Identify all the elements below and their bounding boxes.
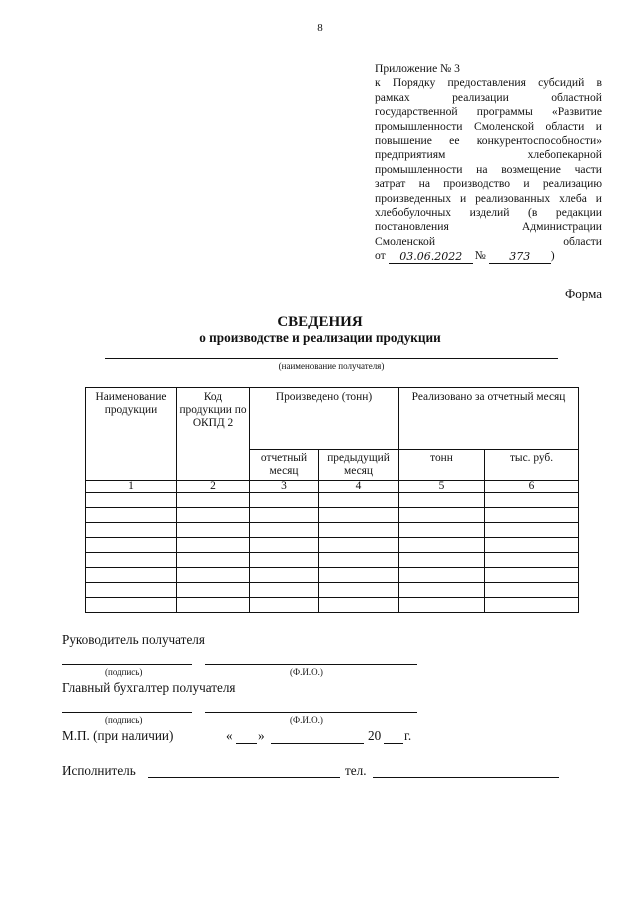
table-row (86, 598, 579, 613)
recipient-name-line (105, 358, 558, 359)
decree-reference (375, 249, 602, 263)
column-number: 5 (399, 481, 485, 493)
appendix-line: постановления Администрации (375, 220, 602, 234)
appendix-line: Приложение № 3 (375, 62, 460, 75)
table-row (86, 493, 579, 508)
appendix-line: рамках реализации областной (375, 90, 602, 104)
from-label: от (375, 249, 386, 263)
appendix-block (375, 62, 602, 264)
year-prefix: 20 (368, 728, 382, 743)
head-label: Руководитель получателя (62, 632, 205, 647)
table-row (86, 553, 579, 568)
header-product-code: Код продукции по ОКПД 2 (177, 388, 250, 481)
head-signature-caption: (подпись) (105, 667, 143, 677)
table-row (86, 583, 579, 598)
header-reporting-month: отчетный месяц (250, 450, 319, 481)
accountant-label: Главный бухгалтер получателя (62, 680, 236, 695)
column-number: 4 (319, 481, 399, 493)
header-tons: тонн (399, 450, 485, 481)
appendix-line: затрат на производство и реализацию (375, 177, 602, 191)
recipient-name-caption: (наименование получателя) (278, 361, 385, 371)
column-number: 2 (177, 481, 250, 493)
date-year-line[interactable] (384, 743, 403, 744)
header-previous-month: предыдущий месяц (319, 450, 399, 481)
number-label: № (474, 249, 486, 263)
production-table (85, 387, 579, 613)
handwritten-date: 03.06.2022 (389, 251, 473, 264)
header-thousand-rub: тыс. руб. (485, 450, 579, 481)
accountant-name-caption: (Ф.И.О.) (290, 715, 323, 725)
handwritten-number: 373 (489, 251, 551, 264)
table-row (86, 568, 579, 583)
appendix-line: к Порядку предоставления субсидий в (375, 76, 602, 90)
header-produced: Произведено (тонн) (250, 388, 399, 450)
head-name-caption: (Ф.И.О.) (290, 667, 323, 677)
accountant-name-line[interactable] (205, 712, 417, 713)
form-label: Форма (565, 286, 602, 301)
appendix-line: произведенных и реализованных хлеба и (375, 191, 602, 205)
appendix-line: Смоленской области (375, 234, 602, 248)
date-close-quote: » (258, 728, 265, 743)
appendix-line: хлебобулочных изделий (в редакции (375, 206, 602, 220)
header-sold: Реализовано за отчетный месяц (399, 388, 579, 450)
appendix-line: государственной программы «Развитие (375, 105, 602, 119)
document-title: СВЕДЕНИЯ (277, 314, 363, 330)
phone-line[interactable] (373, 777, 559, 778)
appendix-line: промышленности Смоленской области и (375, 119, 602, 133)
phone-label: тел. (345, 763, 367, 778)
head-signature-line[interactable] (62, 664, 192, 665)
column-number: 3 (250, 481, 319, 493)
appendix-line: повышение ее конкурентоспособности» (375, 134, 602, 148)
appendix-line: промышленности на возмещение части (375, 162, 602, 176)
head-name-line[interactable] (205, 664, 417, 665)
appendix-line: предприятиям хлебопекарной (375, 148, 602, 162)
column-number: 6 (485, 481, 579, 493)
header-product-name: Наименование продукции (86, 388, 177, 481)
table-row (86, 523, 579, 538)
date-open-quote: « (226, 728, 233, 743)
accountant-signature-line[interactable] (62, 712, 192, 713)
document-subtitle: о производстве и реализации продукции (199, 330, 441, 345)
table-row (86, 508, 579, 523)
close-paren: ) (550, 249, 555, 263)
date-day-line[interactable] (236, 743, 257, 744)
table-row (86, 538, 579, 553)
seal-label: М.П. (при наличии) (62, 728, 174, 743)
executor-line[interactable] (148, 777, 340, 778)
date-month-line[interactable] (271, 743, 364, 744)
accountant-signature-caption: (подпись) (105, 715, 143, 725)
page-number: 8 (317, 22, 323, 34)
year-suffix: г. (404, 728, 412, 743)
column-number: 1 (86, 481, 177, 493)
executor-label: Исполнитель (62, 763, 136, 778)
